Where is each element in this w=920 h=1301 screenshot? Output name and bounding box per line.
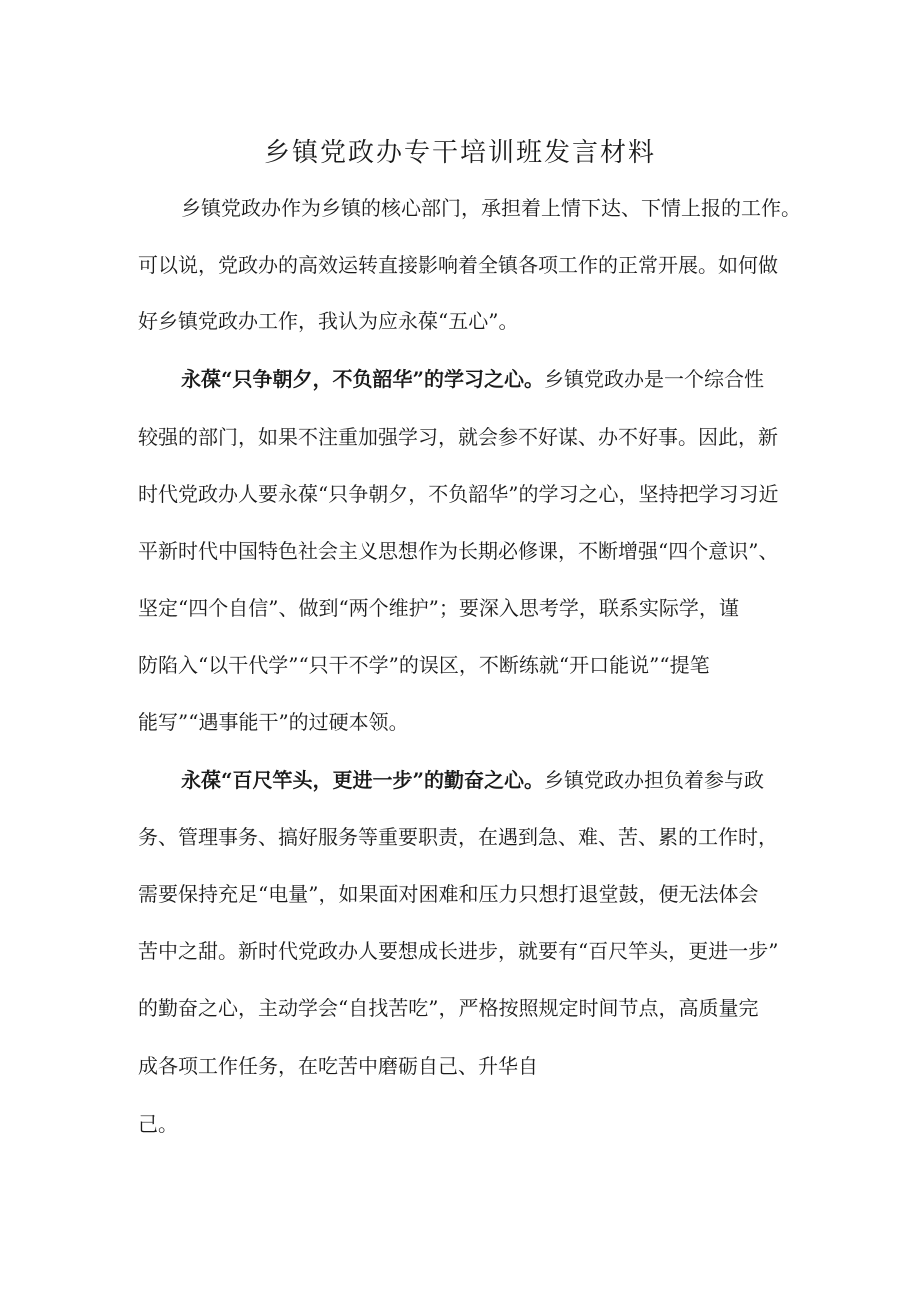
paragraph-2-line-6: 防陷入“以干代学”“只干不学”的误区，不断练就“开口能说”“提笔 (138, 653, 710, 677)
paragraph-3-line-4: 苦中之甜。新时代党政办人要想成长进步，就要有“百尺竿头，更进一步” (138, 939, 779, 963)
paragraph-2-line-4: 平新时代中国特色社会主义思想作为长期必修课，不断增强“四个意识”、 (138, 539, 779, 563)
paragraph-3-line-3: 需要保持充足“电量”，如果面对困难和压力只想打退堂鼓，便无法体会 (138, 882, 759, 906)
paragraph-3-line-2: 务、管理事务、搞好服务等重要职责，在遇到急、难、苦、累的工作时， (138, 825, 778, 849)
paragraph-1-line-2: 可以说，党政办的高效运转直接影响着全镇各项工作的正常开展。如何做 (138, 253, 778, 277)
paragraph-1-line-1: 乡镇党政办作为乡镇的核心部门，承担着上情下达、下情上报的工作。 (181, 196, 801, 220)
paragraph-2-line-5: 坚定“四个自信”、做到“两个维护”；要深入思考学，联系实际学，谨 (138, 596, 739, 620)
paragraph-2-line-2: 较强的部门，如果不注重加强学习，就会参不好谋、办不好事。因此，新 (138, 425, 778, 449)
paragraph-2-line-3: 时代党政办人要永葆“只争朝夕，不负韶华”的学习之心，坚持把学习习近 (138, 482, 779, 506)
paragraph-3-line-1-text: 乡镇党政办担负着参与政 (544, 768, 765, 792)
paragraph-3-line-5: 的勤奋之心，主动学会“自找苦吃”，严格按照规定时间节点，高质量完 (138, 996, 759, 1020)
paragraph-3-line-6: 成各项工作任务，在吃苦中磨砺自己、升华自 (138, 1054, 538, 1078)
paragraph-2-line-1 (181, 364, 764, 394)
paragraph-3-heading: 永葆“百尺竿头，更进一步”的勤奋之心。 (181, 768, 545, 792)
paragraph-3-line-1 (181, 765, 764, 795)
paragraph-1-line-3: 好乡镇党政办工作，我认为应永葆“五心”。 (138, 309, 519, 333)
paragraph-2-line-1-text: 乡镇党政办是一个综合性 (544, 367, 765, 391)
paragraph-2-heading: 永葆“只争朝夕，不负韶华”的学习之心。 (181, 367, 545, 391)
paragraph-3-line-7: 己。 (138, 1112, 178, 1136)
document-title: 乡镇党政办专干培训班发言材料 (263, 138, 656, 168)
paragraph-2-line-7: 能写”“遇事能干”的过硬本领。 (138, 710, 409, 734)
